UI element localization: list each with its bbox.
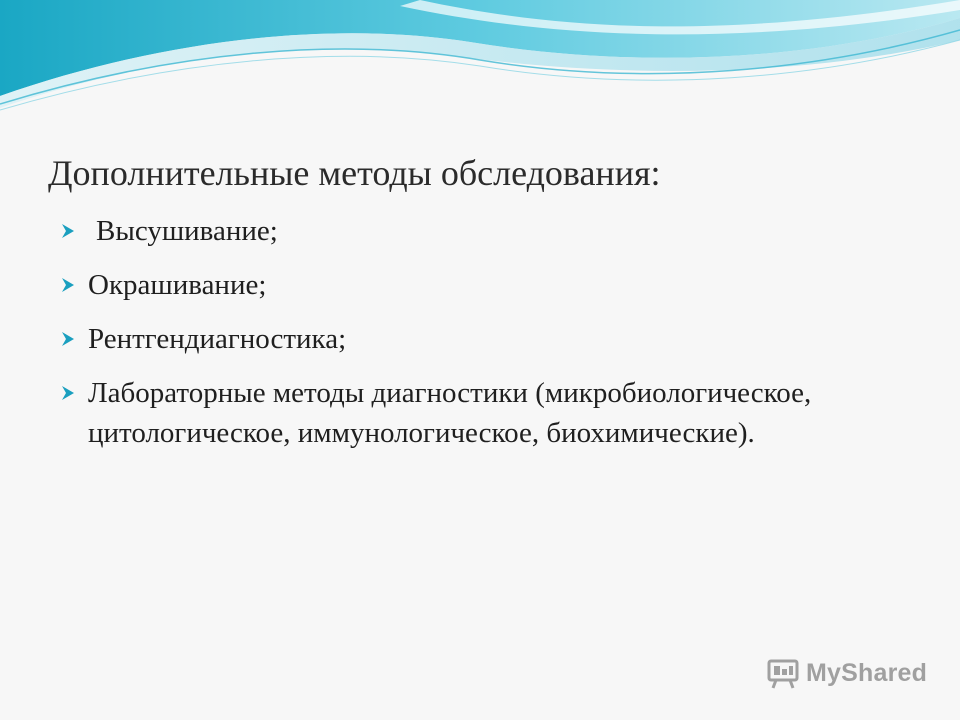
header-wave-decoration	[0, 0, 960, 140]
arrow-bullet-icon	[60, 316, 88, 362]
list-item-text: Рентгендиагностика;	[88, 323, 347, 355]
bullet-list	[60, 208, 920, 461]
arrow-bullet-icon	[60, 370, 88, 416]
slide-title: Дополнительные методы обследования:	[48, 153, 661, 193]
list-item-text: Окрашивание;	[88, 269, 267, 301]
arrow-bullet-icon	[60, 262, 88, 308]
list-item-text: Лабораторные методы диагностики (микробиологическое, цитологическое, иммунологическое, биохимические).	[88, 377, 812, 449]
watermark-text: MyShared	[806, 658, 928, 687]
arrow-bullet-icon	[60, 208, 88, 254]
myshared-watermark[interactable]	[766, 656, 927, 690]
list-item-text: Высушивание;	[96, 215, 278, 247]
list-item	[60, 316, 920, 362]
presentation-board-icon	[766, 656, 800, 690]
list-item	[60, 208, 920, 254]
list-item	[60, 262, 920, 308]
list-item	[60, 370, 920, 453]
